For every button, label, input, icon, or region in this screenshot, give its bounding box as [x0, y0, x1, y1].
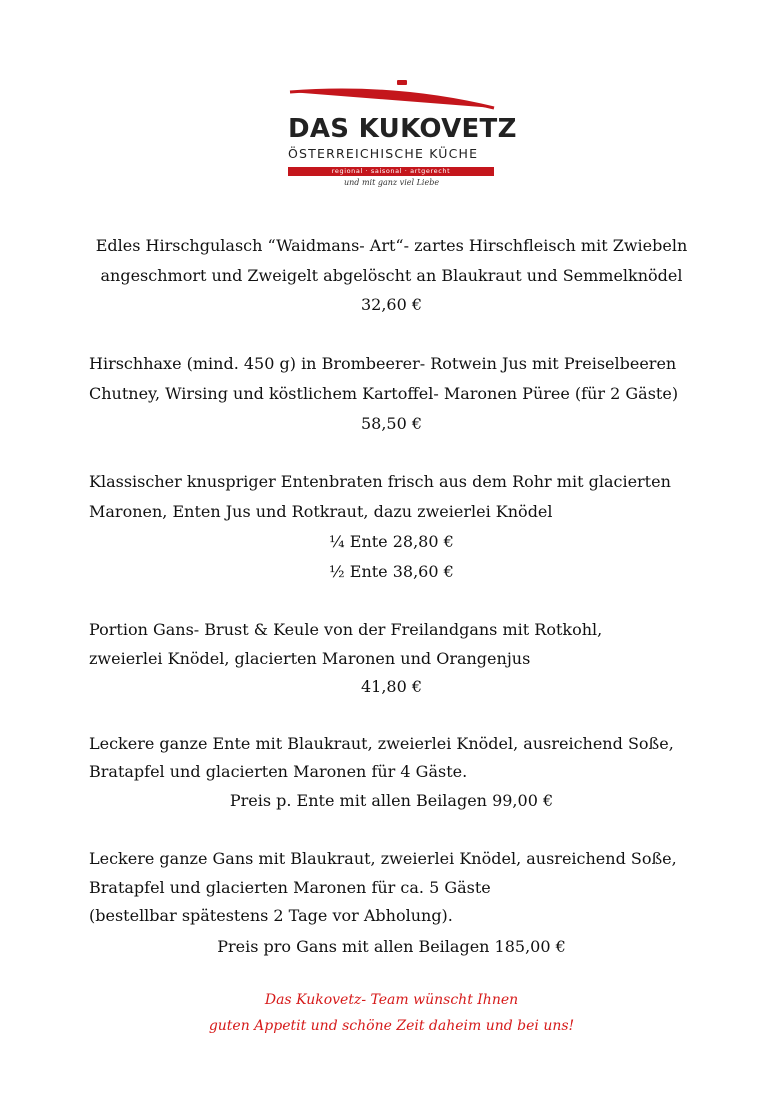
dish-3-line-2: Maronen, Enten Jus und Rotkraut, dazu zweierlei Knödel [89, 502, 553, 521]
closing-line-2: guten Appetit und schöne Zeit daheim und bei uns! [208, 1018, 575, 1034]
pot-lid-icon [284, 78, 500, 114]
dish-4-price: 41,80 € [360, 677, 423, 696]
dish-6-line-2: Bratapfel und glacierten Maronen für ca. 5 Gäste [89, 878, 491, 897]
dish-2-line-2: Chutney, Wirsing und köstlichem Kartoffel- Maronen Püree (für 2 Gäste) [89, 384, 679, 403]
closing-line-1: Das Kukovetz- Team wünscht Ihnen [264, 992, 519, 1008]
dish-6-line-3: (bestellbar spätestens 2 Tage vor Abholung). [89, 906, 453, 925]
dish-5-price: Preis p. Ente mit allen Beilagen 99,00 € [229, 791, 554, 810]
dish-4-line-1: Portion Gans- Brust & Keule von der Freilandgans mit Rotkohl, [89, 620, 603, 639]
dish-3-line-1: Klassischer knuspriger Entenbraten frisch aus dem Rohr mit glacierten [89, 472, 671, 491]
dish-2-price: 58,50 € [360, 414, 423, 433]
dish-5-line-1: Leckere ganze Ente mit Blaukraut, zweierlei Knödel, ausreichend Soße, [89, 734, 674, 753]
logo-subtitle: ÖSTERREICHISCHE KÜCHE [288, 146, 479, 161]
dish-6-line-1: Leckere ganze Gans mit Blaukraut, zweierlei Knödel, ausreichend Soße, [89, 849, 677, 868]
logo-brand: DAS KUKOVETZ [288, 114, 517, 144]
dish-4-line-2: zweierlei Knödel, glacierten Maronen und Orangenjus [89, 649, 531, 668]
logo-tagline: regional · saisonal · artgerecht [288, 167, 494, 176]
dish-1-line-1: Edles Hirschgulasch “Waidmans- Art“- zartes Hirschfleisch mit Zwiebeln [95, 236, 688, 255]
dish-6-price: Preis pro Gans mit allen Beilagen 185,00 € [217, 937, 566, 956]
dish-3-price-quarter: ¼ Ente 28,80 € [329, 532, 454, 551]
dish-1-price: 32,60 € [360, 295, 423, 314]
dish-3-price-half: ½ Ente 38,60 € [329, 562, 454, 581]
dish-2-line-1: Hirschhaxe (mind. 450 g) in Brombeerer- Rotwein Jus mit Preiselbeeren [89, 354, 677, 373]
dish-5-line-2: Bratapfel und glacierten Maronen für 4 Gäste. [89, 762, 468, 781]
dish-1-line-2: angeschmort und Zweigelt abgelöscht an Blaukraut und Semmelknödel [100, 266, 683, 285]
logo-slogan: und mit ganz viel Liebe [344, 178, 440, 187]
restaurant-logo [284, 78, 517, 200]
